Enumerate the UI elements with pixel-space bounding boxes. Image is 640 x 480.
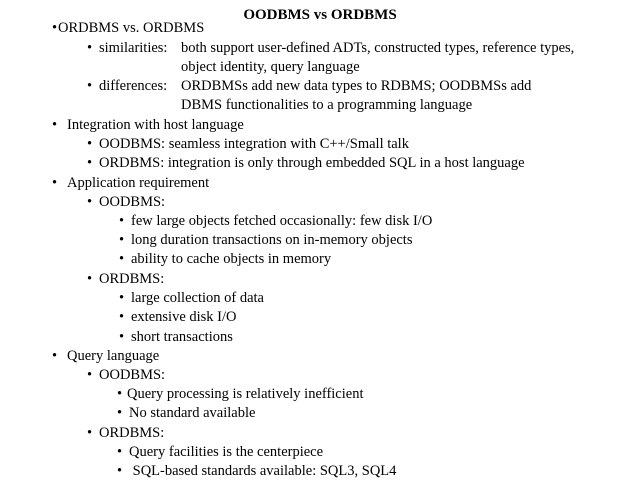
page-title: OODBMS vs ORDBMS — [243, 7, 397, 23]
section-heading-application: Application requirement — [67, 175, 210, 191]
bullet-icon: • — [117, 405, 123, 421]
section-heading-intro: ORDBMS vs. ORDBMS — [58, 20, 205, 36]
bullet-icon: • — [52, 175, 58, 191]
application-oodbms-label: OODBMS: — [99, 194, 166, 210]
integration-oodbms: OODBMS: seamless integration with C++/Small talk — [99, 136, 409, 152]
bullet-icon: • — [117, 386, 123, 402]
differences-text-line1: ORDBMSs add new data types to RDBMS; OODBMSs add — [181, 78, 532, 94]
list-item: Query facilities is the centerpiece — [129, 444, 324, 460]
section-heading-query: Query language — [67, 348, 160, 364]
list-item: short transactions — [131, 329, 233, 345]
bullet-icon: • — [52, 20, 58, 36]
bullet-icon: • — [87, 136, 93, 152]
bullet-icon: • — [119, 232, 125, 248]
bullet-icon: • — [87, 78, 93, 94]
differences-text-line2: DBMS functionalities to a programming language — [181, 97, 473, 113]
bullet-icon: • — [119, 290, 125, 306]
bullet-icon: • — [119, 213, 125, 229]
query-ordbms-label: ORDBMS: — [99, 425, 165, 441]
bullet-icon: • — [87, 155, 93, 171]
similarities-label: similarities: — [99, 40, 168, 56]
similarities-text-line2: object identity, query language — [181, 59, 360, 75]
application-ordbms-label: ORDBMS: — [99, 271, 165, 287]
list-item: large collection of data — [131, 290, 264, 306]
bullet-icon: • — [119, 309, 125, 325]
bullet-icon: • — [87, 40, 93, 56]
integration-ordbms: ORDBMS: integration is only through embedded SQL in a host language — [99, 155, 525, 171]
bullet-icon: • — [87, 425, 93, 441]
bullet-icon: • — [87, 194, 93, 210]
bullet-icon: • — [117, 444, 123, 460]
similarities-text-line1: both support user-defined ADTs, constructed types, reference types, — [181, 40, 575, 56]
section-heading-integration: Integration with host language — [67, 117, 244, 133]
list-item: SQL-based standards available: SQL3, SQL4 — [129, 463, 397, 479]
bullet-icon: • — [119, 329, 125, 345]
query-oodbms-label: OODBMS: — [99, 367, 166, 383]
bullet-icon: • — [87, 367, 93, 383]
list-item: few large objects fetched occasionally: few disk I/O — [131, 213, 433, 229]
bullet-icon: • — [52, 348, 58, 364]
bullet-icon: • — [87, 271, 93, 287]
bullet-icon: • — [117, 463, 123, 479]
list-item: long duration transactions on in-memory objects — [131, 232, 413, 248]
list-item: ability to cache objects in memory — [131, 251, 332, 267]
list-item: No standard available — [129, 405, 256, 421]
list-item: extensive disk I/O — [131, 309, 237, 325]
bullet-icon: • — [52, 117, 58, 133]
list-item: Query processing is relatively inefficient — [127, 386, 364, 402]
bullet-icon: • — [119, 251, 125, 267]
differences-label: differences: — [99, 78, 168, 94]
